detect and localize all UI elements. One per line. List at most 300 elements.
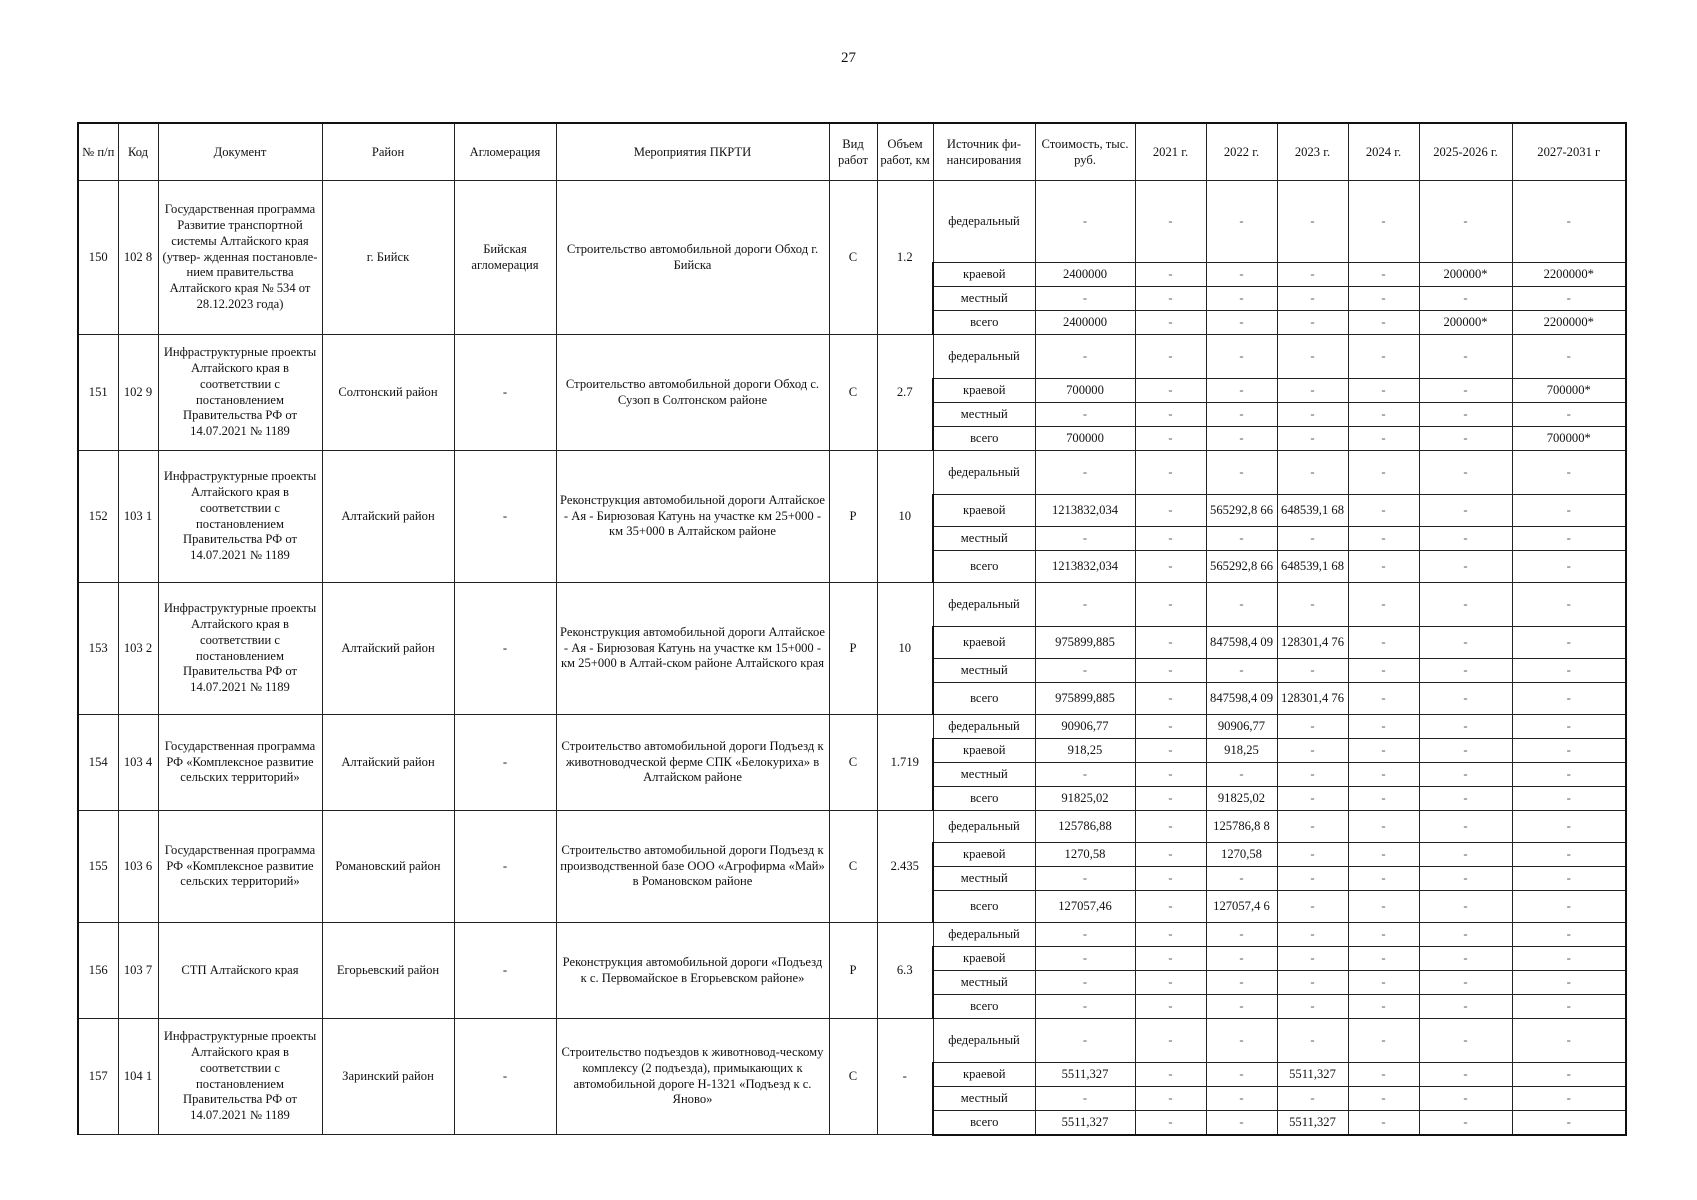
funding-2025-2026: - (1419, 1111, 1512, 1135)
col-volume-header: Объем работ, км (877, 123, 933, 181)
funding-2021: - (1135, 495, 1206, 527)
funding-cost: - (1035, 527, 1135, 551)
funding-2025-2026: - (1419, 867, 1512, 891)
funding-2027-2031: - (1512, 181, 1626, 263)
funding-2024: - (1348, 527, 1419, 551)
project-number: 154 (78, 715, 118, 811)
funding-cost: 918,25 (1035, 739, 1135, 763)
funding-2021: - (1135, 995, 1206, 1019)
funding-2025-2026: - (1419, 811, 1512, 843)
funding-2024: - (1348, 1087, 1419, 1111)
funding-2022: - (1206, 451, 1277, 495)
project-measure: Строительство подъездов к животновод-ческому комплексу (2 подъезда), примыкающих к автомобильной дороге Н-1321 «Подъезд к с. Яново» (556, 1019, 829, 1135)
project-number: 150 (78, 181, 118, 335)
funding-2024: - (1348, 627, 1419, 659)
funding-2025-2026: 200000* (1419, 263, 1512, 287)
project-agglomeration: - (454, 1019, 556, 1135)
funding-2023: - (1277, 427, 1348, 451)
funding-2023: - (1277, 403, 1348, 427)
funding-cost: 2400000 (1035, 263, 1135, 287)
funding-2023: 648539,1 68 (1277, 495, 1348, 527)
funding-2024: - (1348, 583, 1419, 627)
funding-2025-2026: - (1419, 1019, 1512, 1063)
funding-source: всего (933, 427, 1035, 451)
funding-2021: - (1135, 583, 1206, 627)
funding-2025-2026: - (1419, 403, 1512, 427)
project-volume: 1.719 (877, 715, 933, 811)
funding-source: краевой (933, 1063, 1035, 1087)
project-document: Государственная программа РФ «Комплексное развитие сельских территорий» (158, 715, 322, 811)
funding-2021: - (1135, 867, 1206, 891)
funding-2023: - (1277, 451, 1348, 495)
funding-2024: - (1348, 891, 1419, 923)
funding-2023: - (1277, 891, 1348, 923)
project-document: Инфраструктурные проекты Алтайского края в соответствии с постановлением Правительства РФ от 14.07.2021 № 1189 (158, 335, 322, 451)
funding-2025-2026: - (1419, 287, 1512, 311)
funding-2025-2026: - (1419, 451, 1512, 495)
funding-2025-2026: - (1419, 659, 1512, 683)
funding-source: местный (933, 403, 1035, 427)
project-district: Алтайский район (322, 715, 454, 811)
col-agglomeration-header: Агломерация (454, 123, 556, 181)
funding-2024: - (1348, 311, 1419, 335)
funding-2027-2031: - (1512, 451, 1626, 495)
project-work-type: Р (829, 451, 877, 583)
col-2021-header: 2021 г. (1135, 123, 1206, 181)
funding-source: федеральный (933, 181, 1035, 263)
table-row (78, 715, 1626, 739)
col-2023-header: 2023 г. (1277, 123, 1348, 181)
funding-cost: - (1035, 971, 1135, 995)
funding-2027-2031: - (1512, 891, 1626, 923)
funding-2025-2026: - (1419, 495, 1512, 527)
funding-2024: - (1348, 287, 1419, 311)
funding-2022: 127057,4 6 (1206, 891, 1277, 923)
funding-2023: - (1277, 583, 1348, 627)
funding-2021: - (1135, 923, 1206, 947)
funding-2024: - (1348, 971, 1419, 995)
funding-2022: 565292,8 66 (1206, 551, 1277, 583)
funding-source: всего (933, 995, 1035, 1019)
funding-2025-2026: - (1419, 627, 1512, 659)
funding-2025-2026: - (1419, 583, 1512, 627)
funding-2023: - (1277, 335, 1348, 379)
funding-2027-2031: - (1512, 739, 1626, 763)
funding-2027-2031: - (1512, 715, 1626, 739)
funding-source: федеральный (933, 923, 1035, 947)
funding-2023: - (1277, 311, 1348, 335)
funding-2022: - (1206, 1087, 1277, 1111)
funding-2027-2031: - (1512, 1087, 1626, 1111)
funding-2021: - (1135, 287, 1206, 311)
funding-2022: - (1206, 947, 1277, 971)
funding-cost: - (1035, 583, 1135, 627)
funding-source: местный (933, 1087, 1035, 1111)
funding-2025-2026: - (1419, 1063, 1512, 1087)
funding-2022: 90906,77 (1206, 715, 1277, 739)
funding-2021: - (1135, 551, 1206, 583)
funding-2027-2031: - (1512, 1111, 1626, 1135)
funding-2024: - (1348, 659, 1419, 683)
funding-2023: - (1277, 947, 1348, 971)
funding-2022: - (1206, 181, 1277, 263)
funding-2023: - (1277, 763, 1348, 787)
funding-2021: - (1135, 715, 1206, 739)
funding-2023: - (1277, 867, 1348, 891)
funding-cost: - (1035, 1019, 1135, 1063)
project-agglomeration: - (454, 715, 556, 811)
funding-2025-2026: - (1419, 763, 1512, 787)
funding-source: краевой (933, 495, 1035, 527)
project-code: 103 2 (118, 583, 158, 715)
funding-2027-2031: - (1512, 583, 1626, 627)
funding-2027-2031: - (1512, 287, 1626, 311)
project-district: Романовский район (322, 811, 454, 923)
project-work-type: С (829, 1019, 877, 1135)
funding-2025-2026: - (1419, 335, 1512, 379)
project-district: Алтайский район (322, 451, 454, 583)
funding-2022: 565292,8 66 (1206, 495, 1277, 527)
funding-cost: - (1035, 181, 1135, 263)
funding-source: всего (933, 1111, 1035, 1135)
funding-2021: - (1135, 811, 1206, 843)
funding-cost: 5511,327 (1035, 1063, 1135, 1087)
table-row (78, 451, 1626, 495)
funding-2024: - (1348, 923, 1419, 947)
funding-2025-2026: - (1419, 527, 1512, 551)
funding-2021: - (1135, 1111, 1206, 1135)
funding-2024: - (1348, 551, 1419, 583)
funding-2023: - (1277, 1019, 1348, 1063)
col-cost-header: Стоимость, тыс. руб. (1035, 123, 1135, 181)
funding-2027-2031: 2200000* (1512, 311, 1626, 335)
funding-2021: - (1135, 843, 1206, 867)
project-volume: 10 (877, 451, 933, 583)
funding-2024: - (1348, 1111, 1419, 1135)
funding-2024: - (1348, 763, 1419, 787)
funding-2022: 847598,4 09 (1206, 683, 1277, 715)
funding-2021: - (1135, 311, 1206, 335)
project-work-type: Р (829, 923, 877, 1019)
project-work-type: С (829, 181, 877, 335)
funding-2023: - (1277, 739, 1348, 763)
funding-cost: - (1035, 659, 1135, 683)
funding-cost: - (1035, 287, 1135, 311)
funding-2022: - (1206, 427, 1277, 451)
funding-source: местный (933, 659, 1035, 683)
funding-2025-2026: - (1419, 843, 1512, 867)
col-document-header: Документ (158, 123, 322, 181)
funding-2027-2031: - (1512, 811, 1626, 843)
funding-2027-2031: - (1512, 947, 1626, 971)
funding-2022: 1270,58 (1206, 843, 1277, 867)
funding-cost: 90906,77 (1035, 715, 1135, 739)
funding-2027-2031: - (1512, 551, 1626, 583)
project-volume: 6.3 (877, 923, 933, 1019)
funding-2021: - (1135, 403, 1206, 427)
funding-2027-2031: - (1512, 867, 1626, 891)
project-number: 157 (78, 1019, 118, 1135)
funding-2023: 5511,327 (1277, 1111, 1348, 1135)
funding-source: федеральный (933, 451, 1035, 495)
funding-source: местный (933, 287, 1035, 311)
funding-cost: 1270,58 (1035, 843, 1135, 867)
funding-2021: - (1135, 1019, 1206, 1063)
funding-2021: - (1135, 427, 1206, 451)
project-volume: 1.2 (877, 181, 933, 335)
funding-2022: 847598,4 09 (1206, 627, 1277, 659)
col-funding-header: Источник фи-нансирования (933, 123, 1035, 181)
funding-2022: - (1206, 263, 1277, 287)
funding-2021: - (1135, 659, 1206, 683)
funding-2024: - (1348, 843, 1419, 867)
funding-2023: - (1277, 971, 1348, 995)
table-row (78, 923, 1626, 947)
funding-2022: - (1206, 527, 1277, 551)
funding-2022: - (1206, 287, 1277, 311)
funding-2025-2026: - (1419, 995, 1512, 1019)
col-2022-header: 2022 г. (1206, 123, 1277, 181)
col-work-type-header: Вид работ (829, 123, 877, 181)
funding-2024: - (1348, 451, 1419, 495)
project-measure: Строительство автомобильной дороги Обход г. Бийска (556, 181, 829, 335)
funding-2027-2031: - (1512, 403, 1626, 427)
funding-2021: - (1135, 947, 1206, 971)
funding-2021: - (1135, 891, 1206, 923)
project-code: 104 1 (118, 1019, 158, 1135)
funding-source: федеральный (933, 811, 1035, 843)
funding-2023: - (1277, 843, 1348, 867)
project-work-type: С (829, 335, 877, 451)
funding-2027-2031: - (1512, 335, 1626, 379)
funding-2023: 5511,327 (1277, 1063, 1348, 1087)
project-measure: Строительство автомобильной дороги Подъезд к производственной базе ООО «Агрофирма «Май» в Романовском районе (556, 811, 829, 923)
funding-cost: - (1035, 923, 1135, 947)
funding-2024: - (1348, 263, 1419, 287)
col-measure-header: Мероприятия ПКРТИ (556, 123, 829, 181)
funding-2022: - (1206, 1111, 1277, 1135)
funding-2023: - (1277, 379, 1348, 403)
funding-source: федеральный (933, 715, 1035, 739)
funding-cost: 700000 (1035, 427, 1135, 451)
funding-2024: - (1348, 947, 1419, 971)
funding-2027-2031: 700000* (1512, 427, 1626, 451)
funding-2024: - (1348, 379, 1419, 403)
funding-2025-2026: - (1419, 379, 1512, 403)
funding-cost: - (1035, 335, 1135, 379)
funding-2027-2031: - (1512, 495, 1626, 527)
project-agglomeration: - (454, 451, 556, 583)
funding-source: всего (933, 787, 1035, 811)
funding-2025-2026: - (1419, 427, 1512, 451)
project-document: Государственная программа РФ «Комплексное развитие сельских территорий» (158, 811, 322, 923)
funding-2022: 91825,02 (1206, 787, 1277, 811)
funding-2027-2031: - (1512, 683, 1626, 715)
project-number: 151 (78, 335, 118, 451)
project-number: 155 (78, 811, 118, 923)
project-code: 103 6 (118, 811, 158, 923)
funding-2027-2031: - (1512, 527, 1626, 551)
funding-2023: - (1277, 995, 1348, 1019)
funding-cost: - (1035, 1087, 1135, 1111)
funding-2021: - (1135, 1063, 1206, 1087)
table-header-row (78, 123, 1626, 181)
project-agglomeration: - (454, 811, 556, 923)
funding-2027-2031: - (1512, 627, 1626, 659)
funding-2027-2031: - (1512, 995, 1626, 1019)
funding-2024: - (1348, 495, 1419, 527)
funding-2025-2026: - (1419, 971, 1512, 995)
funding-2025-2026: - (1419, 715, 1512, 739)
funding-2027-2031: - (1512, 659, 1626, 683)
col-code-header: Код (118, 123, 158, 181)
funding-2021: - (1135, 627, 1206, 659)
funding-2023: 128301,4 76 (1277, 627, 1348, 659)
project-code: 103 1 (118, 451, 158, 583)
funding-2025-2026: - (1419, 739, 1512, 763)
project-work-type: Р (829, 583, 877, 715)
funding-2022: 918,25 (1206, 739, 1277, 763)
funding-source: краевой (933, 263, 1035, 287)
funding-2021: - (1135, 1087, 1206, 1111)
funding-2021: - (1135, 787, 1206, 811)
funding-2021: - (1135, 763, 1206, 787)
funding-cost: 700000 (1035, 379, 1135, 403)
funding-2024: - (1348, 787, 1419, 811)
funding-2027-2031: - (1512, 1063, 1626, 1087)
funding-2025-2026: - (1419, 683, 1512, 715)
funding-2021: - (1135, 451, 1206, 495)
funding-2025-2026: - (1419, 947, 1512, 971)
funding-2027-2031: - (1512, 1019, 1626, 1063)
page-number: 27 (841, 50, 856, 66)
funding-2025-2026: - (1419, 181, 1512, 263)
project-document: Инфраструктурные проекты Алтайского края в соответствии с постановлением Правительства РФ от 14.07.2021 № 1189 (158, 583, 322, 715)
project-agglomeration: - (454, 923, 556, 1019)
project-district: Заринский район (322, 1019, 454, 1135)
col-2025-header: 2025-2026 г. (1419, 123, 1512, 181)
funding-2024: - (1348, 715, 1419, 739)
funding-2021: - (1135, 683, 1206, 715)
funding-2023: - (1277, 263, 1348, 287)
project-volume: - (877, 1019, 933, 1135)
funding-cost: - (1035, 403, 1135, 427)
funding-source: краевой (933, 627, 1035, 659)
col-2024-header: 2024 г. (1348, 123, 1419, 181)
project-code: 102 8 (118, 181, 158, 335)
project-work-type: С (829, 811, 877, 923)
project-district: г. Бийск (322, 181, 454, 335)
funding-2027-2031: - (1512, 843, 1626, 867)
funding-2023: 648539,1 68 (1277, 551, 1348, 583)
funding-2021: - (1135, 739, 1206, 763)
project-measure: Реконструкция автомобильной дороги «Подъезд к с. Первомайское в Егорьевском районе» (556, 923, 829, 1019)
funding-2023: - (1277, 787, 1348, 811)
project-agglomeration: - (454, 583, 556, 715)
funding-2022: - (1206, 867, 1277, 891)
funding-2027-2031: - (1512, 787, 1626, 811)
funding-2022: - (1206, 1019, 1277, 1063)
funding-2025-2026: 200000* (1419, 311, 1512, 335)
funding-source: местный (933, 527, 1035, 551)
project-code: 102 9 (118, 335, 158, 451)
funding-2021: - (1135, 971, 1206, 995)
funding-2024: - (1348, 181, 1419, 263)
funding-source: краевой (933, 947, 1035, 971)
funding-source: всего (933, 311, 1035, 335)
funding-2022: - (1206, 379, 1277, 403)
funding-source: всего (933, 891, 1035, 923)
project-code: 103 4 (118, 715, 158, 811)
project-number: 153 (78, 583, 118, 715)
project-volume: 2.435 (877, 811, 933, 923)
funding-2022: - (1206, 659, 1277, 683)
funding-cost: 91825,02 (1035, 787, 1135, 811)
funding-2021: - (1135, 527, 1206, 551)
funding-2023: - (1277, 287, 1348, 311)
funding-2021: - (1135, 181, 1206, 263)
funding-2023: - (1277, 1087, 1348, 1111)
project-measure: Реконструкция автомобильной дороги Алтайское - Ая - Бирюзовая Катунь на участке км 25+000 - км 35+000 в Алтайском районе (556, 451, 829, 583)
funding-2021: - (1135, 335, 1206, 379)
project-agglomeration: - (454, 335, 556, 451)
funding-cost: - (1035, 763, 1135, 787)
funding-source: федеральный (933, 335, 1035, 379)
funding-2025-2026: - (1419, 551, 1512, 583)
project-document: Инфраструктурные проекты Алтайского края в соответствии с постановлением Правительства РФ от 14.07.2021 № 1189 (158, 451, 322, 583)
funding-2023: - (1277, 659, 1348, 683)
funding-2027-2031: - (1512, 923, 1626, 947)
funding-source: краевой (933, 379, 1035, 403)
projects-table (77, 122, 1627, 1136)
table-row (78, 335, 1626, 379)
table-row (78, 181, 1626, 263)
funding-2024: - (1348, 1063, 1419, 1087)
funding-cost: - (1035, 451, 1135, 495)
funding-cost: - (1035, 867, 1135, 891)
funding-2025-2026: - (1419, 787, 1512, 811)
funding-source: федеральный (933, 583, 1035, 627)
project-district: Алтайский район (322, 583, 454, 715)
funding-2024: - (1348, 427, 1419, 451)
project-district: Егорьевский район (322, 923, 454, 1019)
table-row (78, 811, 1626, 843)
project-measure: Строительство автомобильной дороги Подъезд к животноводческой ферме СПК «Белокуриха» в Алтайском районе (556, 715, 829, 811)
project-measure: Реконструкция автомобильной дороги Алтайское - Ая - Бирюзовая Катунь на участке км 15+000 - км 25+000 в Алтай-ском районе Алтайского края (556, 583, 829, 715)
project-measure: Строительство автомобильной дороги Обход с. Сузоп в Солтонском районе (556, 335, 829, 451)
funding-2022: - (1206, 995, 1277, 1019)
funding-2027-2031: 700000* (1512, 379, 1626, 403)
funding-cost: 1213832,034 (1035, 495, 1135, 527)
funding-2022: 125786,8 8 (1206, 811, 1277, 843)
funding-2023: 128301,4 76 (1277, 683, 1348, 715)
funding-2024: - (1348, 811, 1419, 843)
project-volume: 10 (877, 583, 933, 715)
funding-source: местный (933, 763, 1035, 787)
table-row (78, 583, 1626, 627)
funding-2022: - (1206, 1063, 1277, 1087)
funding-2025-2026: - (1419, 891, 1512, 923)
project-document: Государственная программа Развитие транспортной системы Алтайского края (утвер- жденная постановле- нием правительства Алтайского края № 534 от 28.12.2023 года) (158, 181, 322, 335)
funding-2022: - (1206, 335, 1277, 379)
project-number: 156 (78, 923, 118, 1019)
funding-2025-2026: - (1419, 1087, 1512, 1111)
funding-2022: - (1206, 311, 1277, 335)
funding-2022: - (1206, 971, 1277, 995)
funding-2024: - (1348, 1019, 1419, 1063)
project-number: 152 (78, 451, 118, 583)
funding-cost: 975899,885 (1035, 683, 1135, 715)
